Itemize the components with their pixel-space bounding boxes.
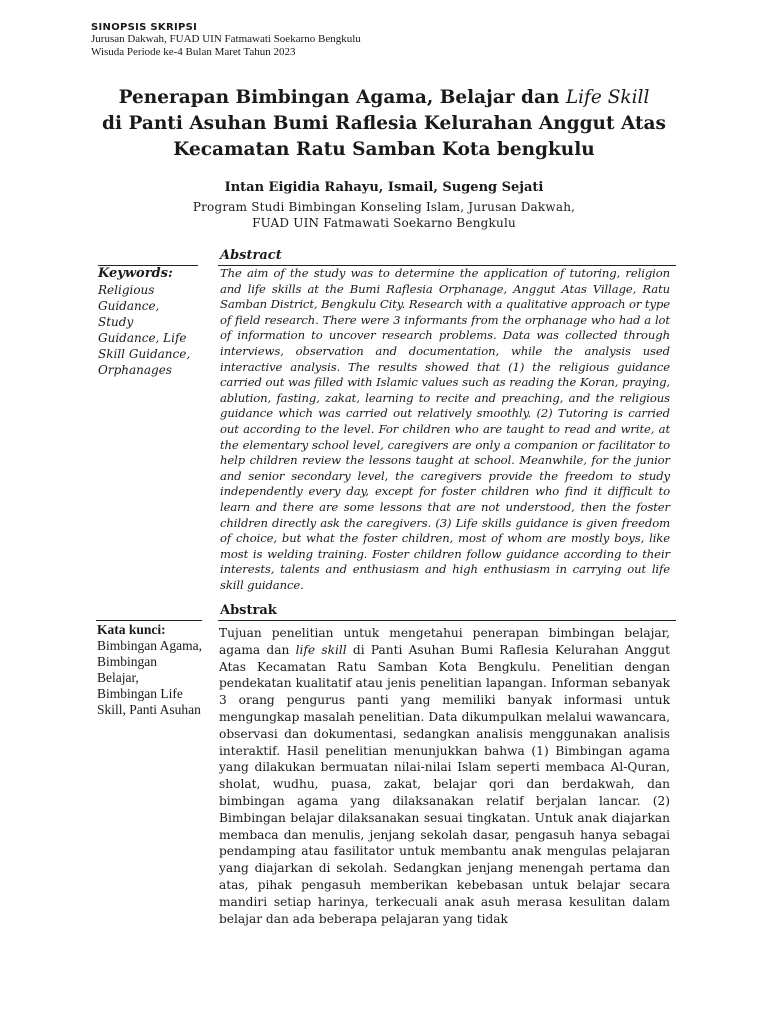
title-line-1 [40,85,728,111]
abstract-text: The aim of the study was to determine the application of tutoring, religion and life skills at the Bumi Raflesia Orphanage, Anggut Atas Village, Ratu Samban District, Bengkulu City. Research with a qualitative approach or type of field research. There were 3 informants from the orphanage who had a lot of information to uncover research problems. Data was collected through interviews, observation and documentation, while the analysis used interactive analysis. The results showed that (1) the religious guidance carried out was filled with Islamic values such as reading the Koran, praying, ablution, fasting, zakat, learning to recite and preaching, and the religious guidance which was carried out relatively smoothly. (2) Tutoring is carried out according to the level. For children who are taught to read and write, at the elementary school level, caregivers are only a companion or facilitator to help children review the lessons taught at school. Meanwhile, for the junior and senior secondary level, the caregivers provide the freedom to study independently every day, except for foster children who find it difficult to learn and there are some lessons that are not understood, then the foster children directly ask the caregivers. (3) Life skills guidance is given freedom of choice, but what the foster children, most of whom are mostly boys, like most is welding training. Foster children follow guidance according to their interests, talents and enthusiasm and high enthusiasm in carrying out life skill guidance. [220,266,670,592]
abstract-heading: Abstract [220,248,282,263]
title-part-1: Penerapan Bimbingan Agama, Belajar dan [118,87,566,108]
journal-name: SINOPSIS SKRIPSI [91,22,198,33]
authors: Intan Eigidia Rahayu, Ismail, Sugeng Sejati [224,180,544,195]
abstrak-text-rest: di Panti Asuhan Bumi Raflesia Kelurahan Anggut Atas Kecamatan Ratu Samban Kota Bengkulu. Penelitian dengan pendekatan kualitatif atau jenis penelitian lapangan. Informan sebanyak 3 orang pengurus panti yang memiliki banyak informasi untuk mengungkap masalah penelitian. Data dikumpulkan melalui wawancara, observasi dan dokumentasi, sedangkan analisis menggunakan analisis interaktif. Hasil penelitian menunjukkan bahwa (1) Bimbingan agama yang dilakukan bermuatan nilai-nilai Islam seperti membaca Al-Quran, sholat, wudhu, puasa, zakat, belajar qori dan berdakwah, dan bimbingan agama yang dilaksanakan relatif berjalan lancar. (2) Bimbingan belajar dilaksanakan sesuai tingkatan. Untuk anak diajarkan membaca dan menulis, jenjang sekolah dasar, pengasuh hanya sebagai pendamping atau fasilitator untuk membantu anak mengulas pelajaran yang diajarkan di sekolah. Sedangkan jenjang menengah pertama dan atas, pihak pengasuh memberikan kebebasan untuk belajar secara mandiri setiap harinya, terkecuali anak asuh merasa kesulitan dalam belajar dan ada beberapa pelajaran yang tidak [219,642,670,926]
header-department: Jurusan Dakwah, FUAD UIN Fatmawati Soekarno Bengkulu [91,33,361,45]
abstrak-heading: Abstrak [220,603,277,618]
header-graduation: Wisuda Periode ke-4 Bulan Maret Tahun 2023 [91,46,296,58]
kata-kunci-block [97,622,202,718]
affiliation [0,199,768,231]
affiliation-line-2: FUAD UIN Fatmawati Soekarno Bengkulu [252,216,516,230]
title-line-2: di Panti Asuhan Bumi Raflesia Kelurahan Anggut Atas [102,113,666,134]
abstrak-text [219,625,670,927]
running-header [91,22,361,59]
keywords-block [98,266,198,378]
abstrak-rule [218,620,676,621]
kata-kunci-rule [96,620,202,621]
keywords-list: Religious Guidance, Study Guidance, Life Skill Guidance, Orphanages [98,283,191,377]
title-line-3: Kecamatan Ratu Samban Kota bengkulu [173,139,595,160]
kata-kunci-label: Kata kunci: [97,622,166,637]
paper-title [40,85,728,163]
keywords-label: Keywords: [98,266,173,281]
title-life-skill: Life Skill [565,87,650,108]
kata-kunci-list: Bimbingan Agama, Bimbingan Belajar, Bimbingan Life Skill, Panti Asuhan [97,638,202,717]
abstrak-life-skill: life skill [295,642,347,657]
affiliation-line-1: Program Studi Bimbingan Konseling Islam, Jurusan Dakwah, [192,200,576,214]
abstrak-text-start: Tujuan penelitian untuk mengetahui penerapan bimbingan belajar, agama dan [219,626,670,657]
